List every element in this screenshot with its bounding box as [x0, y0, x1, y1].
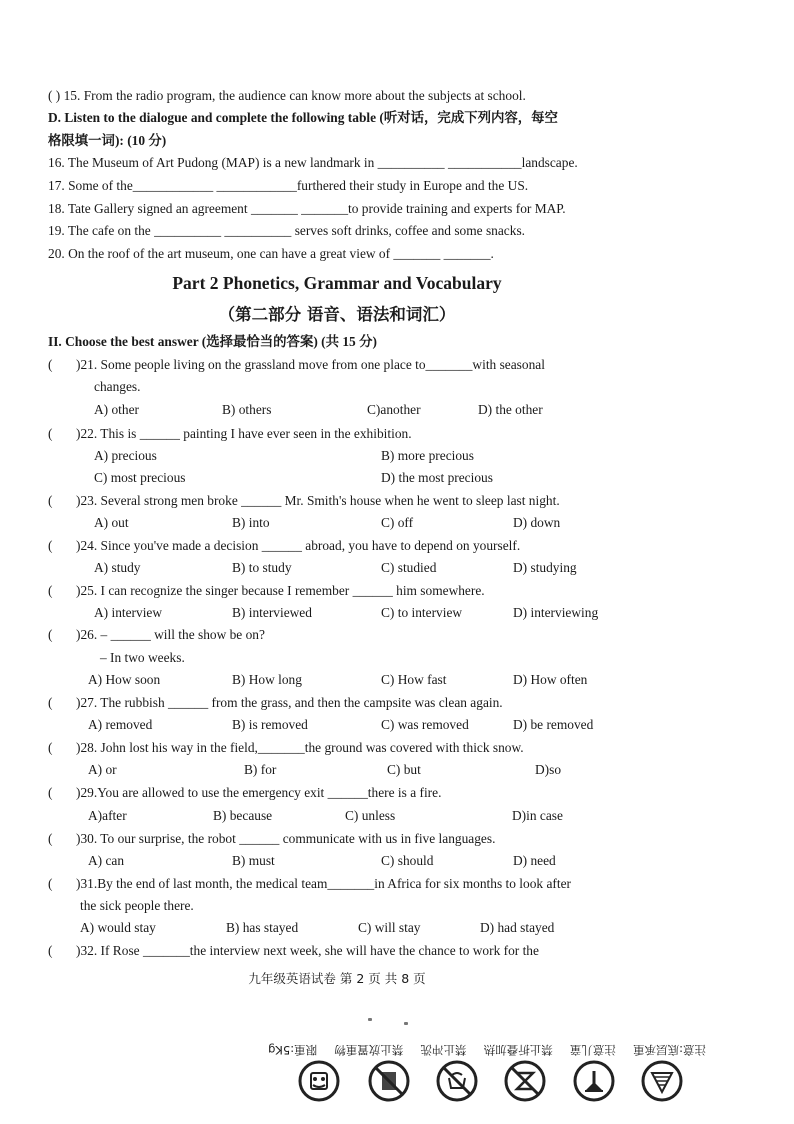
- option-c: C) most precious: [94, 470, 186, 485]
- weight-icon: [573, 1060, 615, 1102]
- option-b: B) for: [244, 762, 277, 777]
- heat-icon: [641, 1060, 683, 1102]
- question-31-cont: the sick people there.: [80, 898, 194, 913]
- question-31: )31.By the end of last month, the medical team_______in Africa for six months to look after: [76, 876, 571, 891]
- question-23: )23. Several strong men broke ______ Mr. Smith's house when he went to sleep last night.: [76, 493, 560, 508]
- answer-paren: (: [48, 493, 53, 508]
- question-16: 16. The Museum of Art Pudong (MAP) is a new landmark in __________ ___________landscape.: [48, 155, 578, 170]
- question-26-reply: – In two weeks.: [100, 650, 185, 665]
- answer-paren: (: [48, 943, 53, 958]
- scan-speck: [404, 1022, 408, 1025]
- option-d: D) How often: [513, 672, 588, 687]
- option-d: D)in case: [512, 808, 563, 823]
- question-22: )22. This is ______ painting I have ever seen in the exhibition.: [76, 426, 412, 441]
- no-press-icon: [368, 1060, 410, 1102]
- option-c: C) unless: [345, 808, 396, 823]
- option-d: D) interviewing: [513, 605, 599, 620]
- option-c: C) studied: [381, 560, 437, 575]
- option-c: C) was removed: [381, 717, 469, 732]
- warning-label: 禁止折叠加热: [483, 1043, 553, 1057]
- mask-icon: [298, 1060, 340, 1102]
- answer-paren: (: [48, 831, 53, 846]
- warning-label: 注意儿童: [569, 1043, 616, 1057]
- option-d: D) had stayed: [480, 920, 555, 935]
- option-c: C) will stay: [358, 920, 421, 935]
- question-21-cont: changes.: [94, 379, 141, 394]
- question-27: )27. The rubbish ______ from the grass, and then the campsite was clean again.: [76, 695, 503, 710]
- option-a: A) can: [88, 853, 125, 868]
- no-wash-icon: [436, 1060, 478, 1102]
- option-b: B) others: [222, 402, 272, 417]
- option-b: B) because: [213, 808, 273, 823]
- option-a: A) or: [88, 762, 117, 777]
- option-a: A) would stay: [80, 920, 156, 935]
- section-d-heading: D. Listen to the dialogue and complete the following table (听对话，完成下列内容，每空: [48, 110, 558, 125]
- option-c: C) off: [381, 515, 414, 530]
- warning-label: 禁止冲洗: [420, 1043, 467, 1057]
- scan-speck: [368, 1018, 372, 1021]
- option-b: B) more precious: [381, 448, 474, 463]
- answer-paren: (: [48, 740, 53, 755]
- section-ii-heading: II. Choose the best answer (选择最恰当的答案) (共 15 分): [48, 334, 377, 349]
- section-d-heading-cont: 格限填一词): (10 分): [48, 133, 167, 148]
- option-b: B) has stayed: [226, 920, 299, 935]
- part2-title-en: Part 2 Phonetics, Grammar and Vocabulary: [172, 273, 502, 293]
- answer-paren: (: [48, 695, 53, 710]
- option-a: A) How soon: [88, 672, 161, 687]
- option-b: B) interviewed: [232, 605, 312, 620]
- question-17: 17. Some of the____________ ____________furthered their study in Europe and the US.: [48, 178, 529, 193]
- option-a: A) study: [94, 560, 141, 575]
- option-a: A) interview: [94, 605, 163, 620]
- option-b: B) How long: [232, 672, 302, 687]
- question-25: )25. I can recognize the singer because I remember ______ him somewhere.: [76, 583, 485, 598]
- answer-paren: (: [48, 357, 53, 372]
- option-d: D) studying: [513, 560, 577, 575]
- option-c: C)another: [367, 402, 421, 417]
- option-b: B) is removed: [232, 717, 308, 732]
- part2-title-cn: （第二部分 语音、语法和词汇）: [218, 305, 456, 324]
- answer-paren: (: [48, 583, 53, 598]
- question-28: )28. John lost his way in the field,_______the ground was covered with thick snow.: [76, 740, 524, 755]
- package-warning-strip: [268, 1038, 706, 1058]
- option-d: D) down: [513, 515, 561, 530]
- page-footer: 九年级英语试卷 第 2 页 共 8 页: [248, 971, 426, 986]
- option-a: A) other: [94, 402, 139, 417]
- option-a: A) out: [94, 515, 129, 530]
- question-26: )26. – ______ will the show be on?: [76, 627, 265, 642]
- no-fold-icon: [504, 1060, 546, 1102]
- option-b: B) must: [232, 853, 275, 868]
- answer-paren: (: [48, 876, 53, 891]
- answer-paren: (: [48, 785, 53, 800]
- option-c: C) How fast: [381, 672, 447, 687]
- question-15: ( ) 15. From the radio program, the audience can know more about the subjects at school.: [48, 88, 526, 103]
- option-a: A)after: [88, 808, 127, 823]
- option-c: C) but: [387, 762, 421, 777]
- question-19: 19. The cafe on the __________ __________ serves soft drinks, coffee and some snacks.: [48, 223, 526, 238]
- answer-paren: (: [48, 426, 53, 441]
- warning-label: 禁止放置重物: [334, 1043, 404, 1057]
- option-d: D) be removed: [513, 717, 594, 732]
- warning-label: 注意:底层承重: [633, 1043, 706, 1057]
- question-21: )21. Some people living on the grassland move from one place to_______with seasonal: [76, 357, 545, 372]
- question-24: )24. Since you've made a decision ______ abroad, you have to depend on yourself.: [76, 538, 521, 553]
- question-18: 18. Tate Gallery signed an agreement _______ _______to provide training and experts for MAP.: [48, 201, 566, 216]
- answer-paren: (: [48, 538, 53, 553]
- option-d: D) the other: [478, 402, 543, 417]
- answer-paren: (: [48, 627, 53, 642]
- warning-label: 限重:5Kg: [268, 1043, 318, 1057]
- option-a: A) precious: [94, 448, 157, 463]
- question-29: )29.You are allowed to use the emergency exit ______there is a fire.: [76, 785, 442, 800]
- option-d: D) need: [513, 853, 556, 868]
- question-32: )32. If Rose _______the interview next week, she will have the chance to work for the: [76, 943, 539, 958]
- option-a: A) removed: [88, 717, 153, 732]
- option-c: C) to interview: [381, 605, 463, 620]
- option-c: C) should: [381, 853, 434, 868]
- option-d: D)so: [535, 762, 562, 777]
- question-20: 20. On the roof of the art museum, one can have a great view of _______ _______.: [48, 246, 494, 261]
- question-30: )30. To our surprise, the robot ______ communicate with us in five languages.: [76, 831, 496, 846]
- option-b: B) into: [232, 515, 270, 530]
- option-d: D) the most precious: [381, 470, 493, 485]
- option-b: B) to study: [232, 560, 292, 575]
